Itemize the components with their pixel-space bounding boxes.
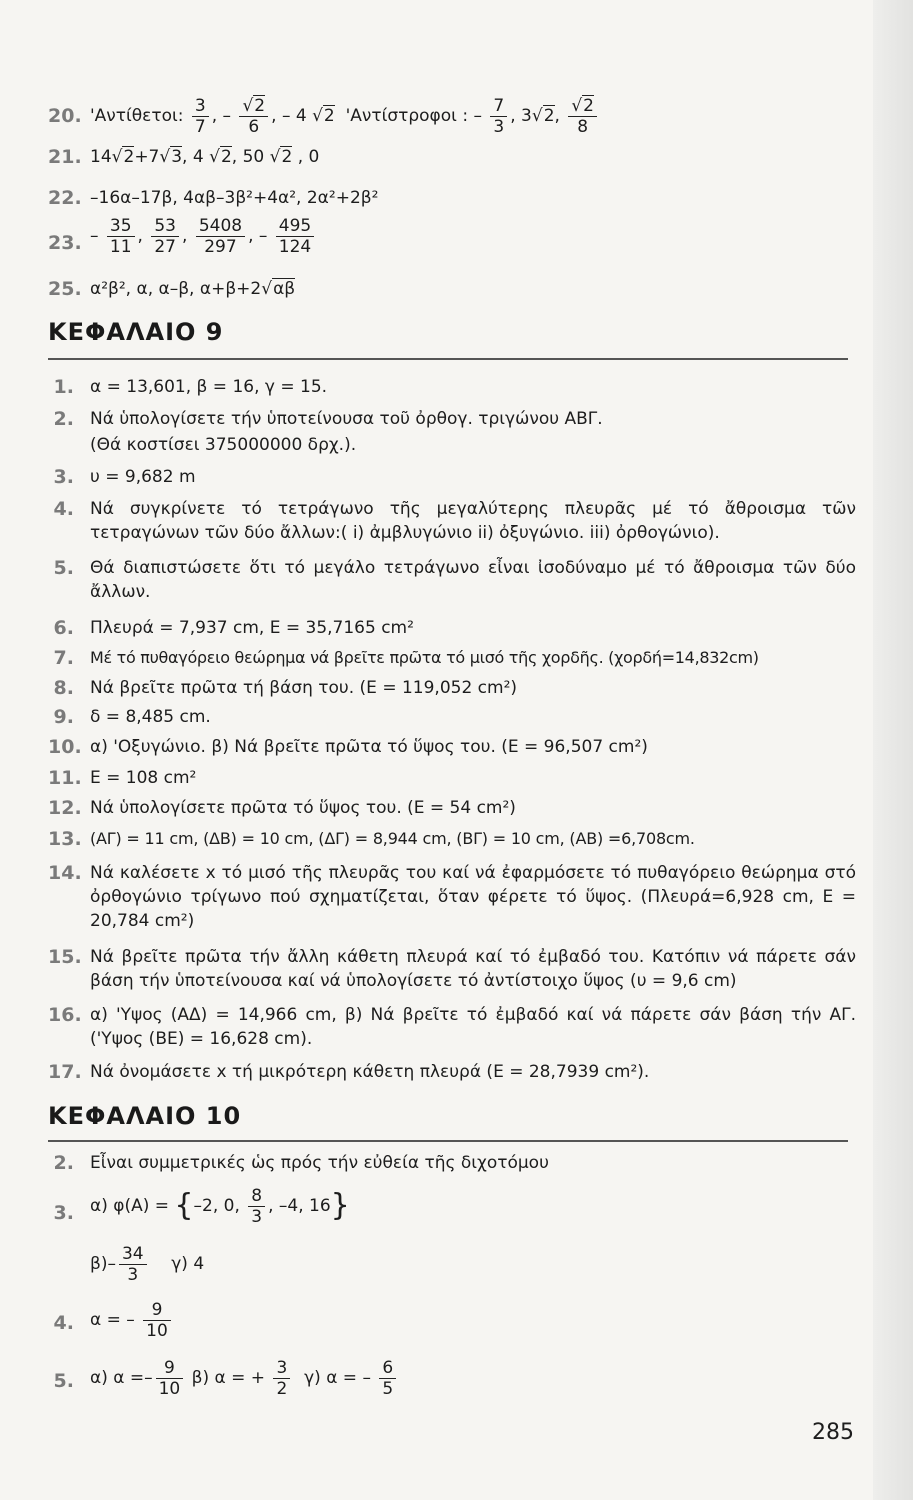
item-number: 16.: [48, 1004, 82, 1026]
ch9-answer-8: Νά βρεῖτε πρῶτα τή βάση του. (E = 119,052 cm²): [90, 678, 518, 698]
item-number: 6.: [53, 617, 74, 639]
fraction: $\frac{53}{27}$: [151, 216, 179, 257]
ch10-answer-2: Εἶναι συμμετρικές ὡς πρός τήν εὐθεία τῆς διχοτόμου: [90, 1153, 549, 1173]
item-number: 15.: [48, 946, 82, 968]
ch9-answer-12: Νά ὑπολογίσετε πρῶτα τό ὕψος του. (E = 54 cm²): [90, 798, 516, 818]
item-number: 4.: [53, 498, 74, 520]
item-number: 13.: [48, 828, 82, 850]
answer-20: 'Αντίθετοι: $\frac{3}{7}$ , – $\frac{√2}{6}$ , – 4 √2 'Αντίστροφοι : – $\frac{7}{3}$ , 3√2, $\frac{√2}{8}$: [90, 92, 600, 140]
ch9-answer-14: Νά καλέσετε x τό μισό τῆς πλευρᾶς του καί νά ἐφαρμόσετε τό πυθαγόρειο θεώρημα στό ὀρθογώνιο τρίγωνο πού σχηματίζεται, ὅταν φέρετε τό ὕψος. (Πλευρά=6,928 cm, E = 20,784 cm²): [90, 863, 856, 931]
item-number: 25.: [48, 278, 82, 300]
answer-25: α²β², α, α–β, α+β+2√αβ: [90, 279, 296, 299]
chapter-10-rule: [48, 1140, 848, 1142]
ch9-answer-5: Θά διαπιστώσετε ὅτι τό μεγάλο τετράγωνο εἶναι ἰσοδύναμο μέ τό ἄθροισμα τῶν δύο ἄλλων.: [90, 558, 856, 602]
item-number: 3.: [53, 1202, 74, 1224]
item-number: 2.: [53, 1152, 74, 1174]
ch10-answer-3: α) φ(Α) = {–2, 0, $\frac{8}{3}$ , –4, 16}: [90, 1185, 350, 1227]
ch9-answer-15: Νά βρεῖτε πρῶτα τήν ἄλλη κάθετη πλευρά καί τό ἐμβαδό του. Κατόπιν νά πάρετε σάν βάση τήν ὑποτείνουσα καί νά ὑπολογίσετε τό ἀντίστοιχο ὕψος (υ = 9,6 cm): [90, 947, 856, 991]
item-number: 3.: [53, 466, 74, 488]
fraction: $\frac{7}{3}$: [490, 96, 507, 137]
item-number: 2.: [53, 408, 74, 430]
item-number: 5.: [53, 1370, 74, 1392]
ch9-answer-2b: (Θά κοστίσει 375000000 δρχ.).: [90, 435, 357, 455]
fraction: $\frac{9}{10}$: [143, 1300, 171, 1341]
fraction: $\frac{3}{2}$: [273, 1358, 290, 1399]
fraction: $\frac{9}{10}$: [156, 1358, 184, 1399]
item-number: 14.: [48, 862, 82, 884]
ch9-answer-11: E = 108 cm²: [90, 768, 197, 788]
ch9-answer-13: (ΑΓ) = 11 cm, (ΔΒ) = 10 cm, (ΔΓ) = 8,944 cm, (ΒΓ) = 10 cm, (ΑΒ) =6,708cm.: [90, 829, 695, 848]
chapter-9-rule: [48, 358, 848, 360]
ch9-answer-10: α) 'Οξυγώνιο. β) Νά βρεῖτε πρῶτα τό ὕψος του. (E = 96,507 cm²): [90, 737, 648, 757]
item-number: 17.: [48, 1061, 82, 1083]
item-number: 9.: [53, 706, 74, 728]
item-number: 22.: [48, 187, 82, 209]
page-number: 285: [812, 1420, 854, 1445]
ch10-answer-4: α = – $\frac{9}{10}$: [90, 1296, 174, 1344]
ch10-answer-3b: β)– $\frac{34}{3}$ γ) 4: [90, 1243, 205, 1285]
chapter-10-heading: ΚΕΦΑΛΑΙΟ 10: [48, 1102, 242, 1130]
item-number: 1.: [53, 376, 74, 398]
item-number: 11.: [48, 767, 82, 789]
answer-23: – $\frac{35}{11}$ , $\frac{53}{27}$ , $\frac{5408}{297}$ , – $\frac{495}{124}$: [90, 212, 317, 260]
ch9-answer-17: Νά ὀνομάσετε x τή μικρότερη κάθετη πλευρά (E = 28,7939 cm²).: [90, 1062, 650, 1082]
ch10-answer-5: α) α =– $\frac{9}{10}$ β) α = + $\frac{3}{2}$ γ) α = – $\frac{6}{5}$: [90, 1354, 399, 1402]
ch9-answer-9: δ = 8,485 cm.: [90, 707, 211, 727]
ch9-answer-2a: Νά ὑπολογίσετε τήν ὑποτείνουσα τοῦ ὀρθογ. τριγώνου ΑΒΓ.: [90, 409, 603, 429]
item-number: 23.: [48, 232, 82, 254]
answer-22: –16α–17β, 4αβ–3β²+4α², 2α²+2β²: [90, 188, 379, 208]
ch9-answer-3: υ = 9,682 m: [90, 467, 196, 487]
ch9-answer-7: Μέ τό πυθαγόρειο θεώρημα νά βρεῖτε πρῶτα τό μισό τῆς χορδῆς. (χορδή=14,832cm): [90, 648, 759, 667]
ch9-answer-16: α) 'Υψος (ΑΔ) = 14,966 cm, β) Νά βρεῖτε τό ἐμβαδό καί νά πάρετε σάν βάση τήν ΑΓ. ('Υψος (ΒΕ) = 16,628 cm).: [90, 1005, 856, 1049]
item-number: 10.: [48, 736, 82, 758]
fraction: $\frac{35}{11}$: [107, 216, 135, 257]
fraction: $\frac{5408}{297}$: [196, 216, 245, 257]
item-number: 8.: [53, 677, 74, 699]
ch9-answer-6: Πλευρά = 7,937 cm, E = 35,7165 cm²: [90, 618, 414, 638]
fraction: $\frac{34}{3}$: [119, 1244, 147, 1285]
item-number: 7.: [53, 647, 74, 669]
ch9-answer-4: Νά συγκρίνετε τό τετράγωνο τῆς μεγαλύτερης πλευρᾶς μέ τό ἄθροισμα τῶν τετραγώνων τῶν δύο ἄλλων:( i) ἀμβλυγώνιο ii) ὀξυγώνιο. iii) ὀρθογώνιο).: [90, 499, 856, 543]
answer-21: 14√2+7√3, 4 √2, 50 √2 , 0: [90, 147, 320, 167]
fraction: $\frac{8}{3}$: [248, 1186, 265, 1227]
chapter-9-heading: ΚΕΦΑΛΑΙΟ 9: [48, 318, 224, 346]
fraction: $\frac{6}{5}$: [379, 1358, 396, 1399]
ch9-answer-1: α = 13,601, β = 16, γ = 15.: [90, 377, 328, 397]
fraction: $\frac{√2}{6}$: [239, 96, 268, 137]
item-number: 12.: [48, 797, 82, 819]
item-number: 21.: [48, 146, 82, 168]
fraction: $\frac{3}{7}$: [192, 96, 209, 137]
item-number: 4.: [53, 1312, 74, 1334]
item-number: 5.: [53, 557, 74, 579]
page-edge: [873, 0, 913, 1500]
item-number: 20.: [48, 105, 82, 127]
fraction: $\frac{√2}{8}$: [568, 96, 597, 137]
fraction: $\frac{495}{124}$: [276, 216, 314, 257]
